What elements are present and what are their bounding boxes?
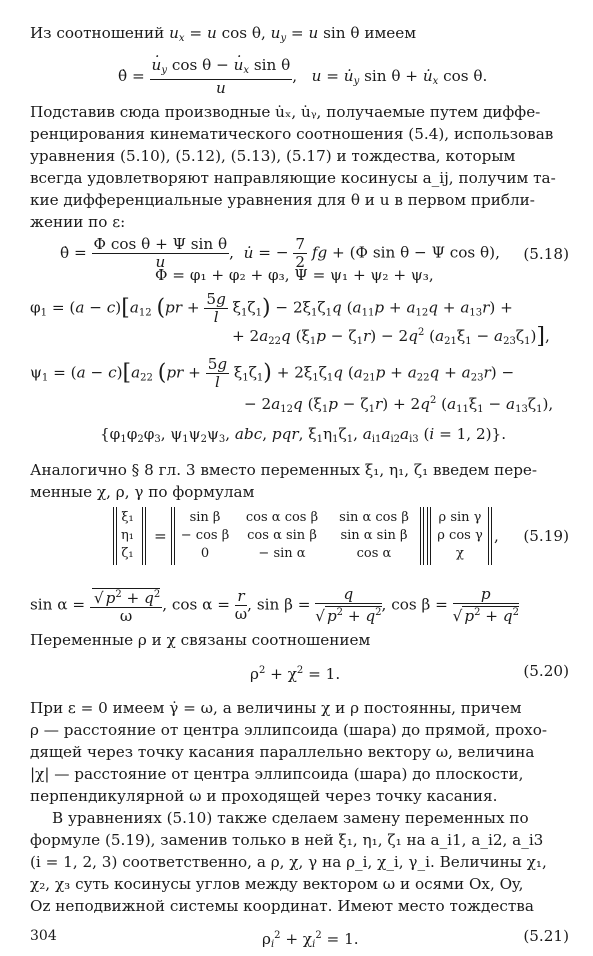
paragraph-4-line-1: При ε = 0 имеем γ̇ = ω, а величины χ и ρ постоянны, причем <box>30 699 522 717</box>
matrix-col-2 <box>236 509 328 563</box>
matrix-col-3 <box>329 509 419 563</box>
paragraph-2-line-2: менные χ, ρ, γ по формулам <box>30 483 255 501</box>
norm-bar <box>420 507 421 565</box>
m33: cos α <box>356 546 392 561</box>
equation-psi1-line-2: − $2a_{12}q$ $(\xi_1p - \zeta_1r) + 2q^2$ $(a_{11}\xi_1 - a_{13}\zeta_1)$, <box>244 395 554 415</box>
paragraph-5-line-1: В уравнениях (5.10) также сделаем замену переменных по <box>52 809 529 827</box>
equation-cyclic-permutations: {$\varphi_1\varphi_2\varphi_3$, $\psi_1\psi_2\psi_3$, abc, pqr, $\xi_1\eta_1\zeta_1$, $a_{i1}a_{i2}a_{i3}$ (i = 1, 2)}. <box>100 425 507 445</box>
norm-bar <box>174 507 175 565</box>
paragraph-4-line-4: |χ| — расстояние от центра эллипсоида (шара) до плоскости, <box>30 765 524 783</box>
matrix-rhs-vector <box>432 509 488 563</box>
paragraph-1-line-1: Подставив сюда производные u̇ₓ, u̇ᵧ, получаемые путем диффе- <box>30 103 541 121</box>
equation-phi1-line-2: + $2a_{22}q$ $(\xi_1p - \zeta_1r) - 2q^2$ $(a_{21}\xi_1 - a_{23}\zeta_1)$], <box>232 324 550 349</box>
m12: cos α cos β <box>245 510 319 525</box>
paragraph-5-line-4: χ₂, χ₃ суть косинусы углов между вектором ω и осями Ox, Oy, <box>30 875 524 893</box>
rhs-2: ρ cos γ <box>437 528 483 543</box>
paragraph-1-line-2: ренцирования кинематического соотношения (5.4), использовав <box>30 125 554 143</box>
norm-bar <box>491 507 492 565</box>
comma: , <box>494 527 499 545</box>
paragraph-1-line-6: жении по ε: <box>30 213 126 231</box>
norm-bar <box>142 507 143 565</box>
intro-line: Из соотношений $u_x = u$ cos θ, $u_y = u$ sin θ имеем <box>30 24 417 44</box>
norm-bar <box>113 507 114 565</box>
norm-bar <box>116 507 117 565</box>
lhs-xi: ξ₁ <box>121 510 134 525</box>
paragraph-4-line-5: перпендикулярной ω и проходящей через точку касания. <box>30 787 498 805</box>
equation-phi1-line-1: $\varphi_1 = (a - c)[a_{12}$ (pr + $\frac{5g}{l}$ $\xi_1\zeta_1) - 2\xi_1\zeta_1q$ $(a_{11}p + a_{12}q + a_{13}r)$ + <box>30 290 513 326</box>
lhs-zeta: ζ₁ <box>121 546 134 561</box>
rhs-3: χ <box>456 546 464 561</box>
equation-phi-psi: Φ = φ₁ + φ₂ + φ₃, Ψ = ψ₁ + ψ₂ + ψ₃, <box>155 266 434 284</box>
paragraph-2-line-1: Аналогично § 8 гл. 3 вместо переменных ξ₁, η₁, ζ₁ введем пере- <box>30 461 538 479</box>
paragraph-3: Переменные ρ и χ связаны соотношением <box>30 631 371 649</box>
norm-bar <box>145 507 146 565</box>
m11: sin β <box>189 510 221 525</box>
trig-definitions: sin α = $\frac{√ p^2 + q^2}{\omega}$ , cos α = $\frac{r}{\omega}$ , sin β = $\frac{q}{√ p^2 + q^2}$ , cos β = $\frac{p}{√ p^2 + q^2}$ <box>30 585 519 625</box>
m23: sin α sin β <box>340 528 408 543</box>
m32: − sin α <box>258 546 306 561</box>
paragraph-5-line-2: формуле (5.19), заменив только в ней ξ₁, η₁, ζ₁ на a_i1, a_i2, a_i3 <box>30 831 544 849</box>
equation-number-5-19: (5.19) <box>523 527 569 545</box>
equation-5-20: $\rho^2 + \chi^2 = 1$. <box>250 665 341 683</box>
paragraph-1-line-3: уравнения (5.10), (5.12), (5.13), (5.17) и тождества, которым <box>30 147 516 165</box>
matrix-lhs-vector <box>121 509 134 563</box>
paragraph-4-line-3: дящей через точку касания параллельно вектору ω, величина <box>30 743 535 761</box>
matrix-col-1 <box>176 509 234 563</box>
equals-sign: = <box>154 527 167 545</box>
equation-5-21: $\rho_i^2 + \chi_i^2 = 1$. <box>262 930 359 950</box>
paragraph-5-line-5: Oz неподвижной системы координат. Имеют место тождества <box>30 897 534 915</box>
equation-5-18: . θ = $\frac{\text{Φ cos θ + Ψ sin θ}}{u}$ , . u = − $\frac{7}{2}$ fg + (Φ sin θ − Ψ cos θ), <box>60 236 500 271</box>
rhs-1: ρ sin γ <box>438 510 482 525</box>
equation-number-5-21: (5.21) <box>523 927 569 945</box>
equation-theta-u: . θ = . $\frac{u_y \cos \theta - . u_x \sin \theta}{u}$ , u = . $u_y$ sin θ + . $u_x$ cos θ. <box>118 57 487 97</box>
m13: sin α cos β <box>339 510 409 525</box>
m21: − cos β <box>180 528 230 543</box>
m31: 0 <box>200 546 210 561</box>
page-number: 304 <box>30 928 57 944</box>
paragraph-4-line-2: ρ — расстояние от центра эллипсоида (шара) до прямой, прохо- <box>30 721 547 739</box>
lhs-eta: η₁ <box>121 528 134 543</box>
paragraph-1-line-4: всегда удовлетворяют направляющие косинусы a_ij, получим та- <box>30 169 556 187</box>
norm-bar <box>171 507 172 565</box>
norm-bar <box>427 507 428 565</box>
equation-psi1-line-1: $\psi_1 = (a - c)[a_{22}$ (pr + $\frac{5g}{l}$ $\xi_1\zeta_1) + 2\xi_1\zeta_1q$ $(a_{21}p + a_{22}q + a_{23}r)$ − <box>30 355 515 391</box>
norm-bar <box>488 507 489 565</box>
norm-bar <box>430 507 431 565</box>
equation-number-5-20: (5.20) <box>523 662 569 680</box>
paragraph-1-line-5: кие дифференциальные уравнения для θ и u в первом прибли- <box>30 191 535 209</box>
norm-bar <box>423 507 424 565</box>
equation-number-5-18: (5.18) <box>523 245 569 263</box>
paragraph-5-line-3: (i = 1, 2, 3) соответственно, а ρ, χ, γ на ρ_i, χ_i, γ_i. Величины χ₁, <box>30 853 547 871</box>
m22: cos α sin β <box>247 528 317 543</box>
